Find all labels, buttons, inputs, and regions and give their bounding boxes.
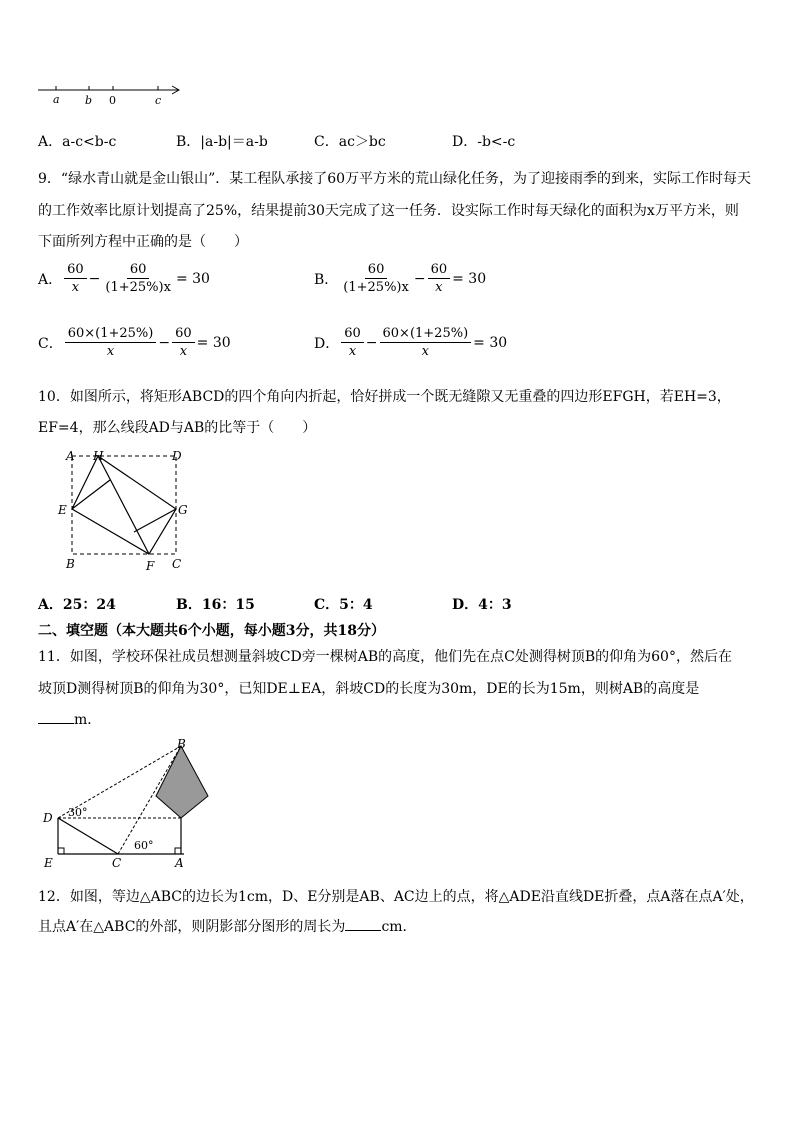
q12-line-1: 12．如图，等边△ABC的边长为1cm，D、E分别是AB、AC边上的点，将△ADE沿直线DE折叠，点A落在点A′处， <box>38 889 754 905</box>
label-a: a <box>53 93 60 106</box>
angle-label-30: 30° <box>68 806 88 819</box>
q8-option-b: B．|a-b|＝a-b <box>176 134 268 150</box>
label-0: 0 <box>109 94 116 107</box>
right-angle-a <box>175 848 181 854</box>
q8-option-a: A．a-c<b-c <box>38 134 117 150</box>
q10-option-a: A．25：24 <box>38 597 116 613</box>
label-A: A <box>66 449 75 463</box>
section-2-title: 二、填空题（本大题共6个小题，每小题3分，共18分） <box>38 623 385 639</box>
q12-answer-blank[interactable] <box>345 918 381 931</box>
number-line-figure <box>36 80 186 108</box>
label-F: F <box>146 559 155 573</box>
label-C: C <box>172 557 182 571</box>
q9-option-b: B． $\frac{60}{(1+25\%)x}$ − $\frac{60}{x}$ = 30 <box>314 262 487 295</box>
label-B: B <box>66 557 75 571</box>
q10-rectangle-figure <box>52 444 202 574</box>
label-D: D <box>172 449 182 463</box>
q9-line-3: 下面所列方程中正确的是（ ） <box>38 234 248 250</box>
label-G: G <box>178 503 188 517</box>
q11-line-3: m． <box>38 709 101 729</box>
q10-line-2: EF=4，那么线段AD与AB的比等于（ ） <box>38 420 317 436</box>
q12-line-2: 且点A′在△ABC的外部，则阴影部分图形的周长为 cm． <box>38 919 417 935</box>
q11-line-1: 11．如图，学校环保社成员想测量斜坡CD旁一棵树AB的高度，他们先在点C处测得树顶B的仰角为60°，然后在 <box>38 649 732 665</box>
fold-line-e <box>72 480 110 509</box>
label-E: E <box>58 503 67 517</box>
q10-option-b: B．16：15 <box>176 597 255 613</box>
label-b: b <box>85 94 93 107</box>
q9-option-a: A． $\frac{60}{x}$ − $\frac{60}{(1+25\%)x}$ = 30 <box>38 262 210 295</box>
label-H: H <box>93 449 104 463</box>
q8-option-c: C．ac＞bc <box>314 134 386 150</box>
label-c: c <box>155 94 162 107</box>
q8-option-d: D．-b<-c <box>452 134 516 150</box>
q11-answer-blank[interactable] <box>38 711 74 724</box>
q9-line-1: 9．“绿水青山就是金山银山”．某工程队承接了60万平方米的荒山绿化任务，为了迎接雨季的到来，实际工作时每天 <box>38 171 752 187</box>
tree-crown <box>156 746 208 818</box>
label-E: E <box>44 856 53 870</box>
q9-option-d: D． $\frac{60}{x}$ − $\frac{60\times(1+25\%)}{x}$ = 30 <box>314 326 508 359</box>
q11-slope-tree-figure <box>38 736 218 872</box>
q9-line-2: 的工作效率比原计划提高了25%，结果提前30天完成了这一任务．设实际工作时每天绿化的面积为x万平方米，则 <box>38 203 739 219</box>
label-C: C <box>112 856 122 870</box>
label-B: B <box>177 737 186 751</box>
label-D: D <box>43 811 53 825</box>
q11-line-2: 坡顶D测得树顶B的仰角为30°，已知DE⊥EA，斜坡CD的长度为30m，DE的长为15m，则树AB的高度是 <box>38 681 700 697</box>
slope-line-dc <box>58 818 118 854</box>
q10-option-d: D．4：3 <box>452 597 512 613</box>
angle-label-60: 60° <box>134 839 154 852</box>
label-A: A <box>175 856 184 870</box>
q10-line-1: 10．如图所示，将矩形ABCD的四个角向内折起，恰好拼成一个既无缝隙又无重叠的四边形EFGH，若EH=3， <box>38 389 731 405</box>
right-angle-e <box>58 848 64 854</box>
q9-option-c: C． $\frac{60\times(1+25\%)}{x}$ − $\frac{60}{x}$ = 30 <box>38 326 231 359</box>
q10-option-c: C．5：4 <box>314 597 373 613</box>
